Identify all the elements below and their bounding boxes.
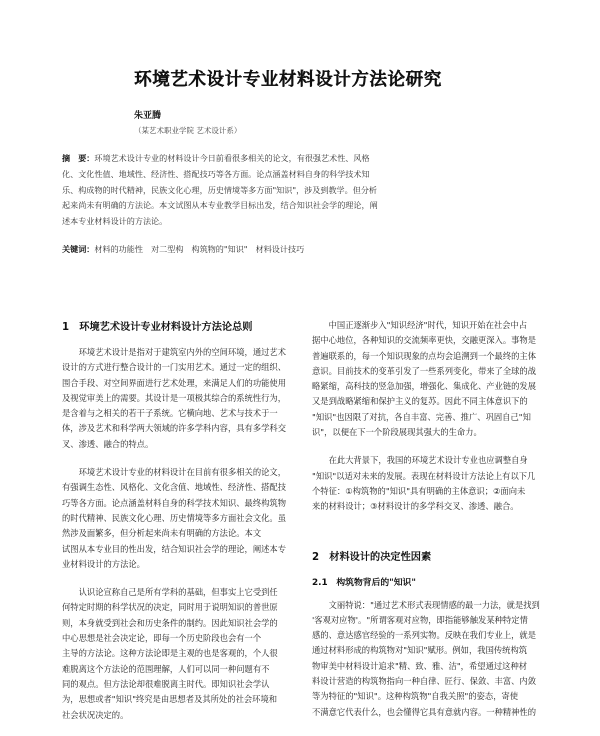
- text-line: 不满意它代表什么，也会懂得它具有意就内容。一种精神性的: [312, 706, 537, 717]
- text-line: 意识。目前技术的变革引发了一些系列变化，带来了全球的战: [312, 365, 537, 376]
- keywords-text: 材料的功能性 对二型构 构筑物的"知识" 材料设计技巧: [94, 244, 305, 254]
- text-line: 社会状况决定的。: [62, 709, 129, 720]
- text-line: 叉、渗透、融合的特点。: [62, 438, 154, 449]
- text-line: '客观对应物'。"所谓客观对应物，即指能够触发某种特定情: [312, 614, 528, 625]
- paragraph: [62, 585, 300, 723]
- text-line: 普遍联系的，每一个知识现象的点均会追溯到一个最终的主体: [312, 350, 537, 361]
- text-line: 试图从本专业目的性出发，结合知识社会学的理论，阐述本专: [62, 543, 287, 554]
- section-2-1-heading: 2.1 构筑物背后的"知识": [312, 577, 416, 588]
- text-line: 又是到战略紧缩和保护主义的复苏。因此不同主体意识下的: [312, 396, 528, 407]
- text-line: 文丽特说："通过艺术形式表现情感的最一力法，就是找到: [312, 599, 540, 610]
- author-name: 朱亚腾: [134, 111, 162, 121]
- keywords-block: [62, 244, 542, 255]
- abstract-line: 摘 要：环境艺术设计专业的材料设计今日前看很多相关的论文，有很强艺术性、风格: [62, 153, 370, 163]
- abstract-line: 乐、构成物的时代精神，民族文化心理，历史情境等多方面"知识"，涉及到教学。但分析: [62, 184, 378, 195]
- text-line: 个特征：①构筑物的"知识"具有明确的主体意识；②面向未: [312, 485, 526, 496]
- section-1-heading: 1 环境艺术设计专业材料设计方法论总则: [62, 322, 253, 333]
- section-2-heading: 2 材料设计的决定性因素: [312, 551, 432, 563]
- text-line: 有强调生态性、风格化、文化含值、地域性、经济性、搭配技: [62, 482, 287, 493]
- text-line: 设计的方式进行整合设计的一门实用艺术。通过一定的组织、: [62, 362, 287, 373]
- text-line: 巧等各方面。论点涵盖材料自身的科学技术知识、最终构筑物: [62, 497, 287, 508]
- text-line: 认识论宣称自己是所有学科的基础，但事实上它受到任: [62, 587, 278, 598]
- text-line: 围合手段、对空间界面进行艺术处理，来满足人们的功能使用: [62, 377, 287, 388]
- abstract-line: 起来尚未有明确的方法论。本文试图从本专业教学目标出发，结合知识社会学的理论，阐: [62, 200, 378, 211]
- paragraph: [62, 345, 300, 452]
- spacer: [312, 528, 550, 548]
- text-line: 及视觉审美上的需要。其设计是一项极其综合的系统性行为，: [62, 392, 287, 403]
- text-line: 来的材料设计；③材料设计的多学科交叉、渗透、融合。: [312, 501, 519, 512]
- text-line: 环境艺术设计是指对于建筑室内外的空间环境，通过艺术: [62, 347, 287, 357]
- author-affiliation: （某艺术职业学院 艺术设计系）: [134, 126, 242, 135]
- text-line: 中心思想是社会决定论，即每一个历史阶段也会有一个: [62, 633, 262, 644]
- right-column: [312, 318, 550, 733]
- text-line: 业材料设计的方法论。: [62, 558, 145, 569]
- text-line: 的时代精神、民族文化心理、历史情境等多方面社会文化。虽: [62, 512, 287, 523]
- paragraph: [62, 465, 300, 572]
- paragraph: [312, 598, 550, 720]
- abstract-line: 述本专业材料设计的方法论。: [62, 216, 168, 227]
- text-line: 中国正逐渐步入"知识经济"时代，知识开始在社会中占: [312, 320, 528, 330]
- paragraph: [312, 453, 550, 514]
- text-line: 是含着与之相关的若干子系统。它横向地、艺术与技术于一: [62, 408, 278, 419]
- text-line: 何特定时期的科学状况的决定，同时用于说明知识的普世原: [62, 602, 278, 613]
- text-line: "知识"也因限了对抗，各自丰富、完善、推广、巩固自己"知: [312, 411, 531, 422]
- text-line: 在此大背景下，我国的环境艺术设计专业也应调整自身: [312, 455, 528, 466]
- text-line: 识"，以便在下一个阶段展现其强大的生命力。: [312, 427, 482, 438]
- text-line: 通过材料形成的构筑物对"知识"赋形。例如，我国传统构筑: [312, 645, 528, 656]
- text-line: 则，本身就受到社会和历史条件的制约。因此知识社会学的: [62, 617, 278, 628]
- text-line: 然涉及面繁多，但分析起来尚未有明确的方法论。本文: [62, 528, 262, 539]
- text-line: 感的、意达感官经验的一系列实物。反映在我们专业上，就是: [312, 630, 537, 641]
- text-line: 略紧缩，高科技的竖急加强，增强化、集成化、产业链的发展: [312, 381, 537, 392]
- abstract-block: [62, 151, 542, 230]
- text-line: 环境艺术设计专业的材料设计在目前有很多相关的论文，: [62, 467, 287, 478]
- text-line: 同的观点。但方法论却很难脱离主时代。即知识社会学认: [62, 678, 270, 689]
- text-line: 为，思想或者"知识"终究是由思想者及其所处的社会环境和: [62, 694, 278, 705]
- text-line: 主导的方法论。这种方法论即是主观的也是客观的，个人很: [62, 648, 278, 659]
- text-line: 体，涉及艺术和科学两大领域的许多学科内容，具有多学科交: [62, 423, 287, 434]
- text-line: "知识"以适对未来的发展。表现在材料设计方法论上有以下几: [312, 470, 536, 481]
- text-line: 物审美中材料设计追求"精、致、雅、洁"，希望通过这种材: [312, 660, 528, 671]
- paragraph: [312, 318, 550, 440]
- left-column: [62, 318, 300, 736]
- text-line: 据中心地位，各种知识的交流频率更快，交融更深入。事物是: [312, 335, 537, 346]
- abstract-label: 摘 要：: [62, 153, 95, 163]
- text-line: 难脱离这个方法论的范围理解，人们可以同一种问题有不: [62, 663, 270, 674]
- paper-title: 环境艺术设计专业材料设计方法论研究: [134, 70, 442, 90]
- text-line: 等为特征的"知识"。这种构筑物"自我关照"的姿态，寄使: [312, 691, 519, 702]
- keywords-label: 关键词：: [62, 244, 95, 254]
- text-line: 料设计营造的构筑物指向一种自律、匠行、保敛、丰富、内敛: [312, 676, 537, 687]
- abstract-line: 化、文化性值、地域性、经济性、搭配技巧等各方面。论点涵盖材料自身的科学技术知: [62, 168, 370, 179]
